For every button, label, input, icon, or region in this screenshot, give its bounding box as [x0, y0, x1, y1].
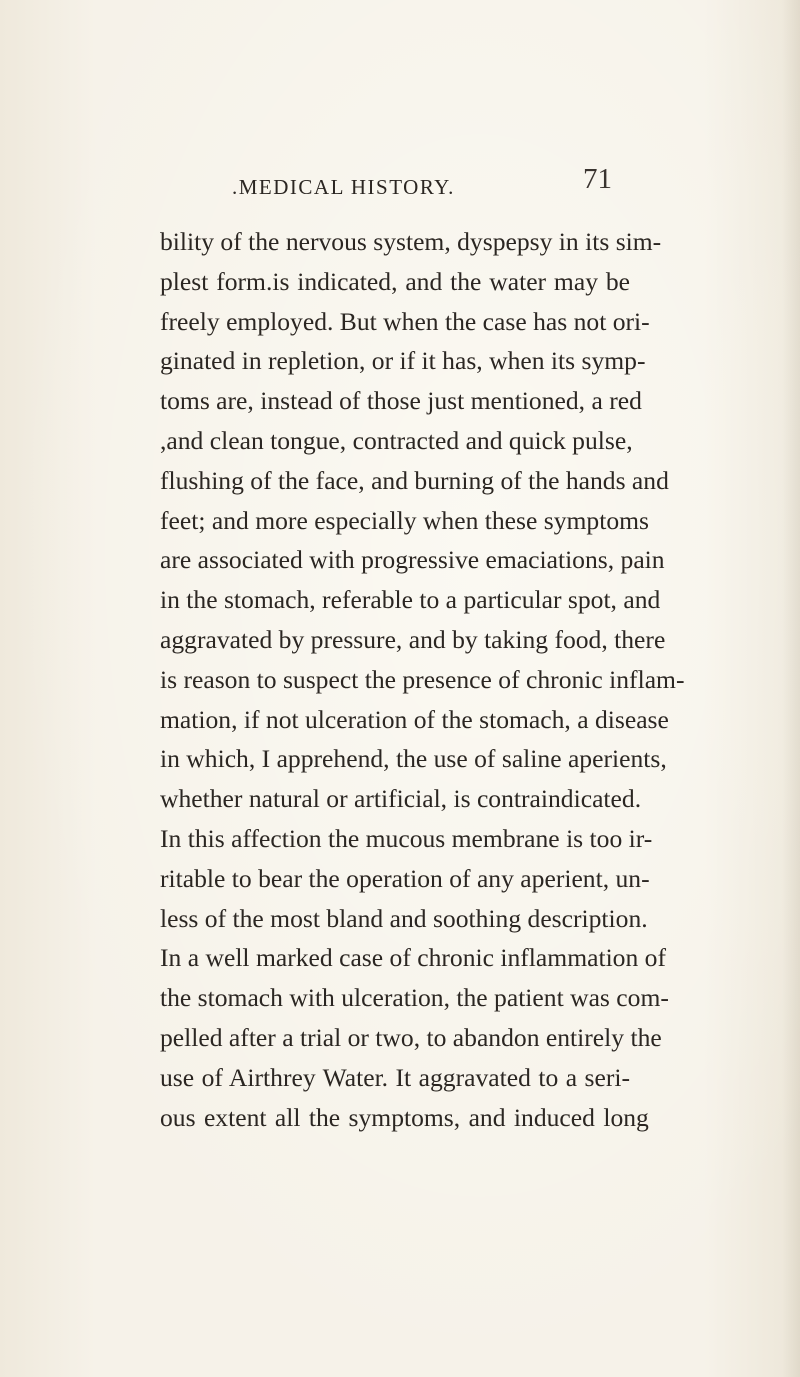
text-line: In a well marked case of chronic inflammation of	[160, 943, 666, 973]
text-line: In this affection the mucous membrane is too ir-	[160, 823, 653, 853]
text-line: plest form.is indicated, and the water may be	[160, 266, 630, 296]
text-line: whether natural or artificial, is contraindicated.	[160, 784, 642, 814]
text-line: the stomach with ulceration, the patient was com-	[160, 983, 669, 1013]
text-line: feet; and more especially when these symptoms	[160, 505, 649, 535]
text-line: less of the most bland and soothing description.	[160, 903, 648, 933]
text-line: ritable to bear the operation of any aperient, un-	[160, 863, 650, 893]
text-line: use of Airthrey Water. It aggravated to a seri-	[160, 1062, 630, 1092]
text-line: pelled after a trial or two, to abandon entirely the	[160, 1022, 662, 1052]
text-line: in which, I apprehend, the use of saline aperients,	[160, 744, 667, 774]
page-number: 71	[583, 163, 612, 195]
text-line: are associated with progressive emaciations, pain	[160, 545, 665, 575]
text-line: aggravated by pressure, and by taking food, there	[160, 624, 666, 654]
text-line: ginated in repletion, or if it has, when its symp-	[160, 346, 646, 376]
text-line: freely employed. But when the case has not ori-	[160, 306, 650, 336]
text-line: is reason to suspect the presence of chronic inflam-	[160, 664, 685, 694]
running-head-title: .MEDICAL HISTORY.	[232, 175, 455, 199]
text-line: toms are, instead of those just mentioned, a red	[160, 386, 642, 416]
text-line: flushing of the face, and burning of the hands and	[160, 465, 669, 495]
body-text	[160, 222, 685, 1137]
text-line: ,and clean tongue, contracted and quick pulse,	[160, 425, 633, 455]
page-edge-shadow	[782, 0, 800, 1377]
text-line: bility of the nervous system, dyspepsy in its sim-	[160, 227, 662, 256]
text-line: ous extent all the symptoms, and induced long	[160, 1102, 649, 1132]
running-head	[0, 163, 800, 202]
text-line: in the stomach, referable to a particular spot, and	[160, 585, 661, 615]
text-line: mation, if not ulceration of the stomach, a disease	[160, 704, 669, 734]
